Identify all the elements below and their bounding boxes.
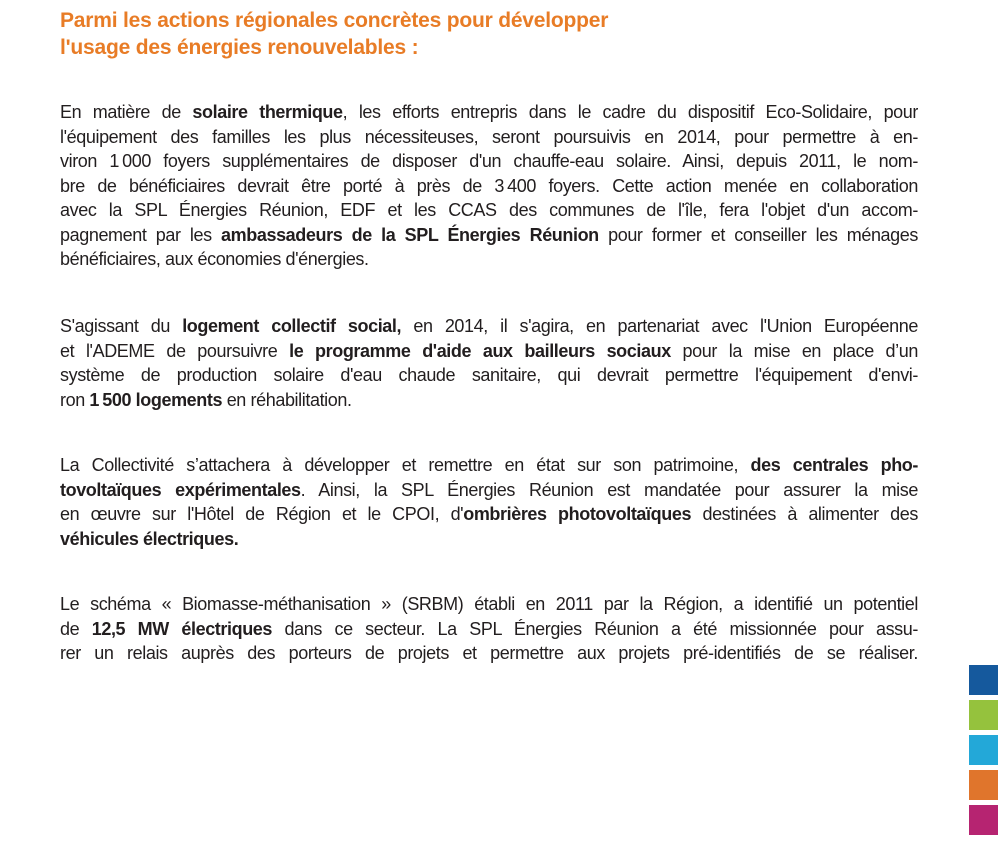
page-edge-square-green bbox=[969, 700, 998, 730]
text-line bbox=[60, 198, 918, 223]
text-line bbox=[60, 247, 918, 272]
bold-text: tovoltaïques expérimentales bbox=[60, 479, 301, 500]
text-line bbox=[60, 314, 918, 339]
bold-text: ombrières photovoltaïques bbox=[463, 504, 692, 524]
text-line bbox=[60, 174, 918, 199]
paragraph bbox=[60, 100, 918, 272]
text: en 2014, il s'agira, en partenariat avec l'Union Européenne bbox=[401, 316, 918, 336]
text: dans ce secteur. La SPL Énergies Réunion a été missionnée pour assu- bbox=[272, 618, 918, 639]
text: en œuvre sur l'Hôtel de Région et le CPOI, d' bbox=[60, 504, 464, 524]
bold-text: véhicules électriques. bbox=[60, 528, 239, 549]
heading-line-1: Parmi les actions régionales concrètes pour développer bbox=[60, 9, 609, 32]
text: bénéficiaires, aux économies d'énergies. bbox=[60, 249, 369, 269]
bold-text: le programme d'aide aux bailleurs sociaux bbox=[289, 340, 671, 361]
bold-text: logement collectif social, bbox=[182, 316, 402, 336]
bold-text: 1 500 logements bbox=[89, 389, 223, 410]
text: en réhabilitation. bbox=[222, 389, 352, 410]
bold-text: 12,5 MW électriques bbox=[91, 618, 273, 639]
text-line bbox=[60, 478, 918, 503]
text: pour former et conseiller les ménages bbox=[598, 224, 918, 245]
text-line bbox=[60, 388, 918, 413]
text-line bbox=[60, 339, 918, 364]
text-line bbox=[60, 363, 918, 388]
text: bre de bénéficiaires devrait être porté à près de 3 400 foyers. Cette action menée en collaboration bbox=[60, 175, 918, 196]
text: et l'ADEME de poursuivre bbox=[60, 340, 290, 361]
bold-text: ambassadeurs de la SPL Énergies Réunion bbox=[221, 224, 599, 245]
text: S'agissant du bbox=[60, 316, 183, 336]
text-line bbox=[60, 527, 918, 552]
paragraph bbox=[60, 314, 918, 412]
bold-text: des centrales pho- bbox=[750, 455, 918, 475]
page-edge-square-orange bbox=[969, 770, 998, 800]
heading-line-2: l'usage des énergies renouvelables : bbox=[60, 35, 419, 59]
text: viron 1 000 foyers supplémentaires de disposer d'un chauffe-eau solaire. Ainsi, depuis 2011, le nom- bbox=[60, 151, 918, 171]
text-line bbox=[60, 641, 918, 666]
text: , les efforts entrepris dans le cadre du dispositif Eco-Solidaire, pour bbox=[342, 102, 918, 122]
text: La Collectivité s’attachera à développer et remettre en état sur son patrimoine, bbox=[60, 455, 751, 475]
text: système de production solaire d'eau chaude sanitaire, qui devrait permettre l'équipement d'envi- bbox=[60, 365, 918, 385]
text: Le schéma « Biomasse-méthanisation » (SRBM) établi en 2011 par la Région, a identifié un potentiel bbox=[60, 594, 918, 614]
text: avec la SPL Énergies Réunion, EDF et les CCAS des communes de l'île, fera l'objet d'un accom- bbox=[60, 200, 918, 220]
text: En matière de bbox=[60, 102, 193, 122]
text-line bbox=[60, 125, 918, 150]
paragraph bbox=[60, 592, 918, 666]
text: ron bbox=[60, 389, 90, 410]
text: . Ainsi, la SPL Énergies Réunion est mandatée pour assurer la mise bbox=[300, 479, 918, 500]
text: pagnement par les bbox=[60, 224, 222, 245]
text-line bbox=[60, 617, 918, 642]
text-line bbox=[60, 592, 918, 617]
page-edge-square-magenta bbox=[969, 805, 998, 835]
text: rer un relais auprès des porteurs de projets et permettre aux projets pré-identifiés de se réaliser. bbox=[60, 643, 918, 663]
text-line bbox=[60, 453, 918, 478]
bold-text: solaire thermique bbox=[192, 102, 343, 122]
text: destinées à alimenter des bbox=[691, 504, 918, 524]
text-line bbox=[60, 149, 918, 174]
heading bbox=[60, 8, 920, 61]
text: pour la mise en place d’un bbox=[670, 340, 918, 361]
text: de bbox=[60, 618, 92, 639]
text: l'équipement des familles les plus nécessiteuses, seront poursuivis en 2014, pour permettre à en- bbox=[60, 126, 918, 147]
text-line bbox=[60, 100, 918, 125]
text-line bbox=[60, 223, 918, 248]
paragraph bbox=[60, 453, 918, 551]
text-line bbox=[60, 502, 918, 527]
page-edge-square-cyan bbox=[969, 735, 998, 765]
page-edge-square-blue bbox=[969, 665, 998, 695]
